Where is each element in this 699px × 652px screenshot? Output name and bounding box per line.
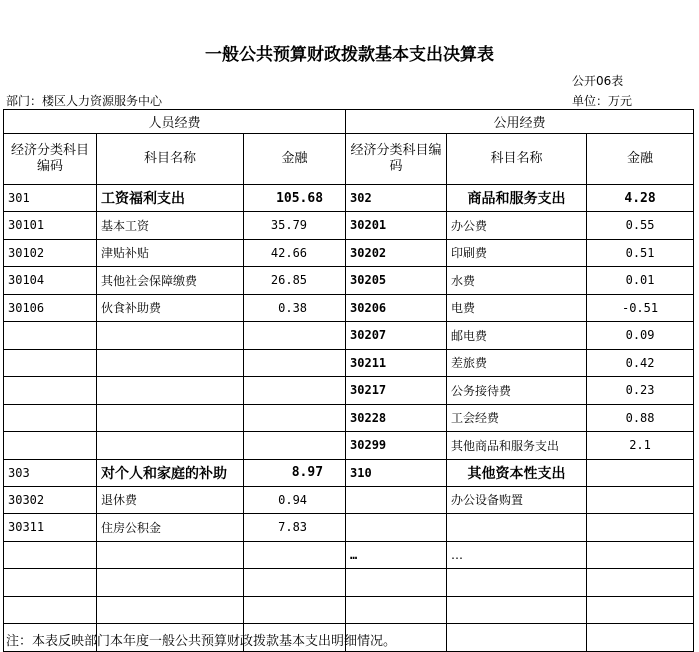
right-name-cell: 差旅费: [447, 349, 587, 377]
table-row: [4, 267, 694, 295]
left-amount-cell: [244, 432, 346, 460]
right-amount-cell: [587, 514, 694, 542]
left-name-cell: 其他社会保障缴费: [97, 267, 244, 295]
right-code-cell: 30217: [346, 377, 447, 405]
left-name-cell: [97, 569, 244, 597]
left-amount-cell: [244, 596, 346, 624]
right-amount-cell: 0.55: [587, 212, 694, 240]
left-code-cell: [4, 432, 97, 460]
right-code-cell: [346, 569, 447, 597]
right-amount-cell: 4.28: [587, 185, 694, 212]
left-name-cell: 退休费: [97, 486, 244, 514]
left-name-cell: 对个人和家庭的补助: [97, 459, 244, 486]
table-row: [4, 514, 694, 542]
right-code-cell: 30207: [346, 322, 447, 350]
right-code-cell: 30205: [346, 267, 447, 295]
section-public: 公用经费: [346, 110, 694, 134]
left-name-cell: [97, 322, 244, 350]
right-amount-cell: 0.51: [587, 239, 694, 267]
left-name-cell: [97, 596, 244, 624]
right-code-cell: 30211: [346, 349, 447, 377]
right-code-cell: 30228: [346, 404, 447, 432]
left-code-cell: [4, 569, 97, 597]
right-code-cell: 30201: [346, 212, 447, 240]
right-name-cell: [447, 569, 587, 597]
right-code-cell: 302: [346, 185, 447, 212]
left-amount-cell: 7.83: [244, 514, 346, 542]
table-row: [4, 239, 694, 267]
left-name-cell: [97, 349, 244, 377]
left-amount-cell: 26.85: [244, 267, 346, 295]
left-code-cell: [4, 541, 97, 569]
footnote: 注：本表反映部门本年度一般公共预算财政拨款基本支出明细情况。: [6, 634, 397, 649]
right-code-cell: 30202: [346, 239, 447, 267]
left-amount-cell: 105.68: [244, 185, 346, 212]
right-amount-cell: 0.09: [587, 322, 694, 350]
left-amount-cell: 8.97: [244, 459, 346, 486]
right-amount-cell: 0.42: [587, 349, 694, 377]
left-amount-cell: [244, 404, 346, 432]
right-amount-cell: [587, 569, 694, 597]
left-code-cell: [4, 377, 97, 405]
left-amount-cell: 0.38: [244, 294, 346, 322]
left-amount-cell: [244, 349, 346, 377]
left-amount-cell: [244, 377, 346, 405]
right-amount-cell: [587, 541, 694, 569]
left-code-cell: 30106: [4, 294, 97, 322]
right-name-cell: 办公设备购置: [447, 486, 587, 514]
header-amount-left: 金融: [244, 134, 346, 185]
table-row: [4, 212, 694, 240]
left-code-cell: 30104: [4, 267, 97, 295]
right-amount-cell: -0.51: [587, 294, 694, 322]
right-code-cell: [346, 486, 447, 514]
right-name-cell: 电费: [447, 294, 587, 322]
right-name-cell: 其他商品和服务支出: [447, 432, 587, 460]
right-name-cell: …: [447, 541, 587, 569]
table-row: [4, 377, 694, 405]
left-code-cell: 30311: [4, 514, 97, 542]
left-name-cell: 工资福利支出: [97, 185, 244, 212]
table-row: [4, 185, 694, 212]
right-amount-cell: [587, 486, 694, 514]
right-amount-cell: 0.01: [587, 267, 694, 295]
table-row: [4, 596, 694, 624]
right-amount-cell: [587, 459, 694, 486]
table-row: [4, 432, 694, 460]
section-header-row: [4, 110, 694, 134]
unit-label: 单位：万元: [572, 94, 633, 108]
form-code: 公开06表: [572, 74, 624, 88]
table-row: [4, 294, 694, 322]
right-name-cell: [447, 514, 587, 542]
right-name-cell: 其他资本性支出: [447, 459, 587, 486]
right-code-cell: …: [346, 541, 447, 569]
table-row: [4, 569, 694, 597]
table-row: [4, 404, 694, 432]
right-code-cell: [346, 514, 447, 542]
right-name-cell: [447, 624, 587, 652]
left-amount-cell: [244, 322, 346, 350]
header-code-left: 经济分类科目编码: [4, 134, 97, 185]
left-name-cell: 津贴补贴: [97, 239, 244, 267]
right-name-cell: 公务接待费: [447, 377, 587, 405]
department-label: 部门：楼区人力资源服务中心: [6, 94, 163, 108]
header-amount-right: 金融: [587, 134, 694, 185]
left-code-cell: [4, 322, 97, 350]
left-code-cell: 30101: [4, 212, 97, 240]
header-code-right: 经济分类科目编码: [346, 134, 447, 185]
left-code-cell: 301: [4, 185, 97, 212]
left-name-cell: 住房公积金: [97, 514, 244, 542]
left-name-cell: 伙食补助费: [97, 294, 244, 322]
right-name-cell: 工会经费: [447, 404, 587, 432]
expenditure-table: [3, 109, 694, 652]
left-code-cell: 30102: [4, 239, 97, 267]
table-row: [4, 459, 694, 486]
left-code-cell: [4, 404, 97, 432]
left-amount-cell: 0.94: [244, 486, 346, 514]
right-amount-cell: 0.88: [587, 404, 694, 432]
left-code-cell: 303: [4, 459, 97, 486]
left-name-cell: [97, 541, 244, 569]
left-amount-cell: [244, 541, 346, 569]
page-title: 一般公共预算财政拨款基本支出决算表: [205, 45, 494, 65]
right-amount-cell: [587, 624, 694, 652]
right-code-cell: 310: [346, 459, 447, 486]
right-amount-cell: [587, 596, 694, 624]
left-name-cell: [97, 377, 244, 405]
header-name-left: 科目名称: [97, 134, 244, 185]
left-amount-cell: [244, 569, 346, 597]
left-amount-cell: 35.79: [244, 212, 346, 240]
column-header-row: [4, 134, 694, 185]
table-row: [4, 349, 694, 377]
left-name-cell: [97, 404, 244, 432]
header-name-right: 科目名称: [447, 134, 587, 185]
left-name-cell: [97, 432, 244, 460]
left-amount-cell: 42.66: [244, 239, 346, 267]
right-amount-cell: 0.23: [587, 377, 694, 405]
right-name-cell: 印刷费: [447, 239, 587, 267]
table-row: [4, 486, 694, 514]
left-code-cell: 30302: [4, 486, 97, 514]
right-amount-cell: 2.1: [587, 432, 694, 460]
right-name-cell: 邮电费: [447, 322, 587, 350]
left-code-cell: [4, 596, 97, 624]
left-name-cell: 基本工资: [97, 212, 244, 240]
table-row: [4, 541, 694, 569]
right-code-cell: [346, 596, 447, 624]
left-code-cell: [4, 349, 97, 377]
table-row: [4, 322, 694, 350]
right-code-cell: 30299: [346, 432, 447, 460]
right-name-cell: 水费: [447, 267, 587, 295]
right-name-cell: 办公费: [447, 212, 587, 240]
right-code-cell: 30206: [346, 294, 447, 322]
section-personnel: 人员经费: [4, 110, 346, 134]
right-name-cell: [447, 596, 587, 624]
right-name-cell: 商品和服务支出: [447, 185, 587, 212]
